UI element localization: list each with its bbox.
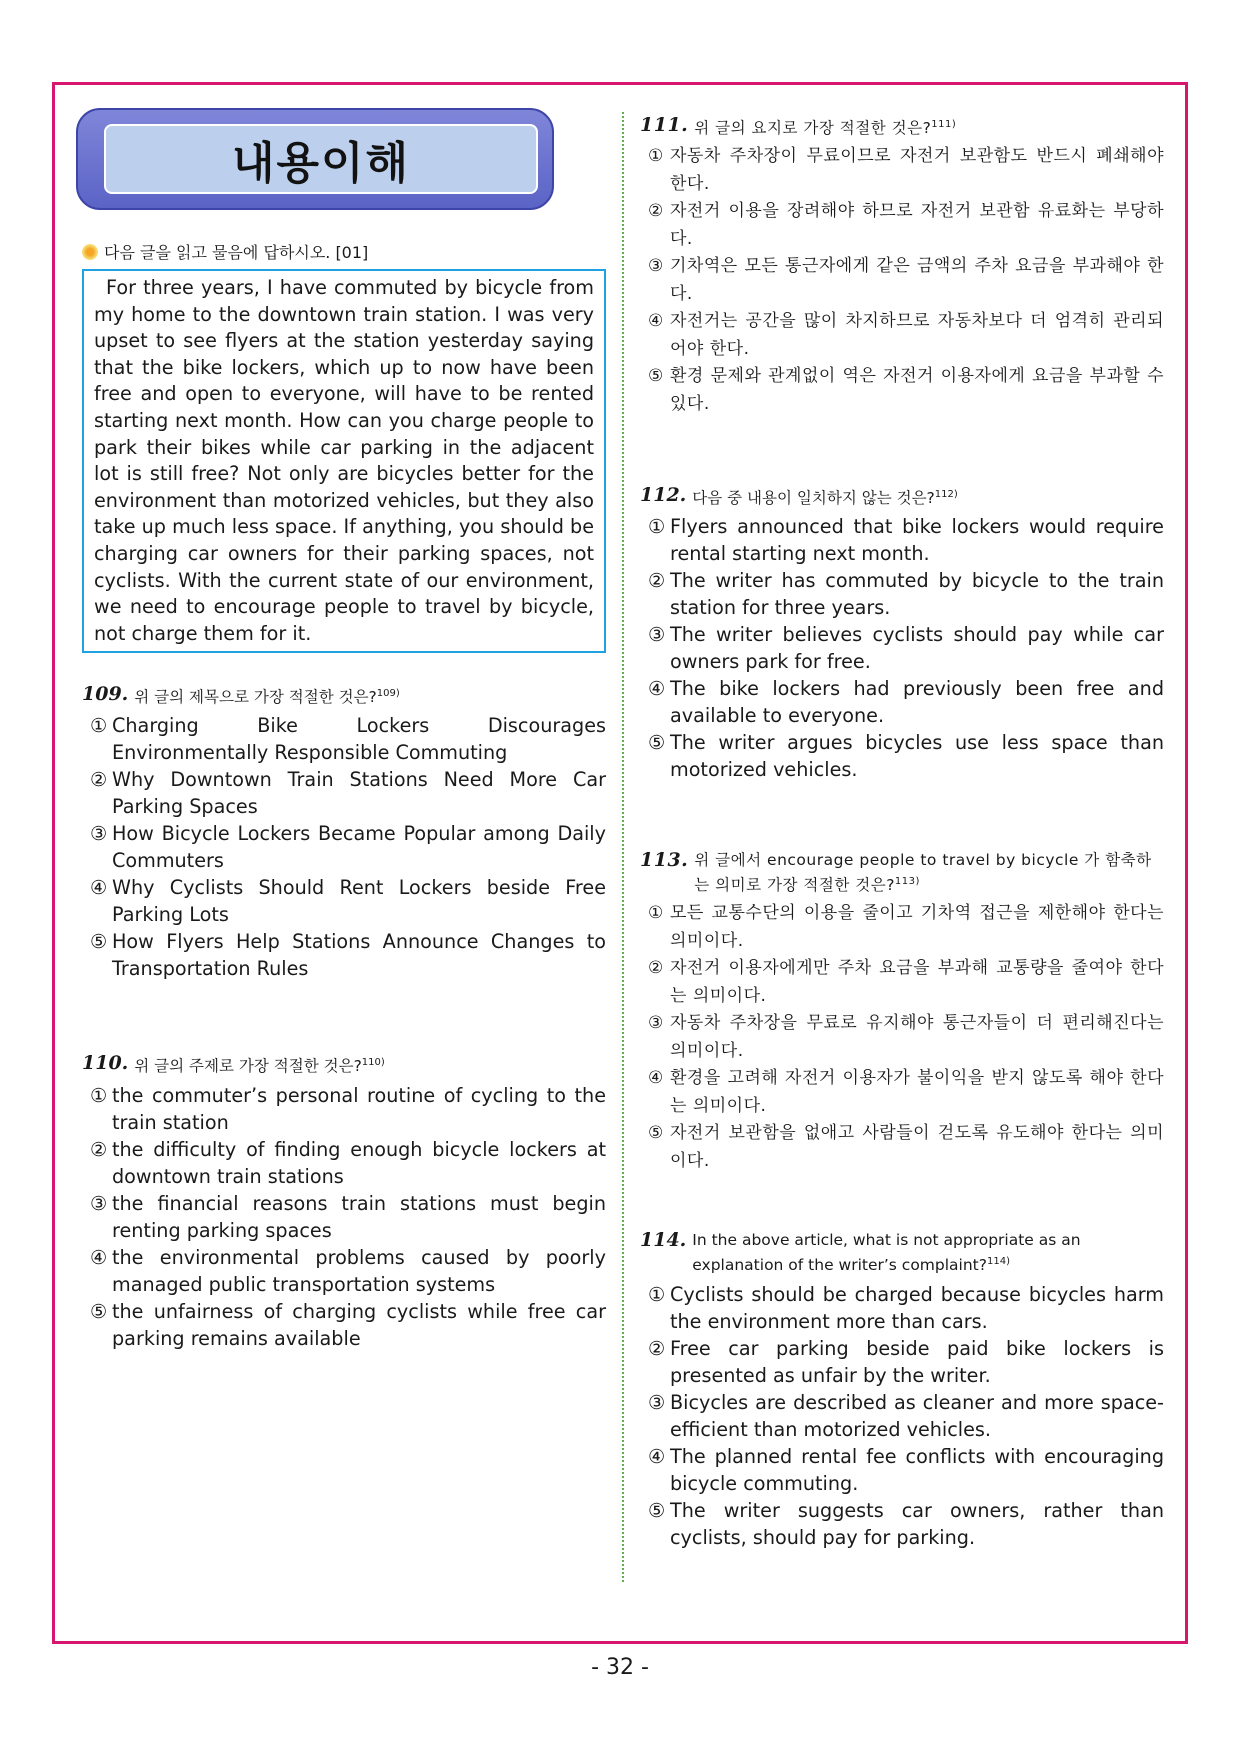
option[interactable] xyxy=(640,308,1164,363)
footnote-ref: 113) xyxy=(894,876,920,888)
option-text: 자전거 보관함을 없애고 사람들이 걷도록 유도해야 한다는 의미이다. xyxy=(670,1123,1164,1171)
question-header xyxy=(82,1052,606,1077)
instruction-text: 다음 글을 읽고 물음에 답하시오. [01] xyxy=(104,243,369,262)
option-mark: ① xyxy=(648,1282,666,1306)
option-mark: ⑤ xyxy=(648,731,666,755)
option-mark: ① xyxy=(648,515,666,539)
option-text: How Flyers Help Stations Announce Changes to Transportation Rules xyxy=(112,930,606,981)
option[interactable] xyxy=(640,1120,1164,1175)
question-header xyxy=(640,114,1164,139)
option-mark: ⑤ xyxy=(90,1299,108,1323)
page-number: - 32 - xyxy=(591,1655,649,1680)
option[interactable] xyxy=(640,363,1164,418)
question-number: 112. xyxy=(640,484,687,507)
option-text: 모든 교통수단의 이용을 줄이고 기차역 접근을 제한해야 한다는 의미이다. xyxy=(670,903,1164,951)
option-text: Cyclists should be charged because bicycles harm the environment more than cars. xyxy=(670,1282,1164,1333)
option-text: Charging Bike Lockers Discourages Environmentally Responsible Commuting xyxy=(112,714,606,765)
option-mark: ② xyxy=(648,958,664,979)
option-mark: ④ xyxy=(90,876,108,900)
option-text: the commuter’s personal routine of cycling to the train station xyxy=(112,1083,606,1134)
option-mark: ③ xyxy=(648,623,666,647)
right-column xyxy=(640,114,1164,1551)
question-114 xyxy=(640,1229,1164,1550)
option-text: The writer believes cyclists should pay while car owners park for free. xyxy=(670,623,1164,674)
option-text: Why Cyclists Should Rent Lockers beside Free Parking Lots xyxy=(112,876,606,927)
footnote-ref: 114) xyxy=(987,1256,1010,1268)
question-header xyxy=(82,683,606,708)
instruction xyxy=(82,240,606,263)
option-text: 자동차 주차장을 무료로 유지해야 통근자들이 더 편리해진다는 의미이다. xyxy=(670,1013,1164,1061)
option[interactable] xyxy=(82,1082,606,1136)
option-mark: ① xyxy=(90,1083,108,1107)
option-mark: ④ xyxy=(648,677,666,701)
question-113 xyxy=(640,849,1164,1175)
option[interactable] xyxy=(640,1065,1164,1120)
option-text: The writer has commuted by bicycle to the train station for three years. xyxy=(670,569,1164,620)
option-mark: ⑤ xyxy=(90,930,108,954)
option-mark: ③ xyxy=(90,822,108,846)
question-header xyxy=(640,484,1164,509)
option-mark: ② xyxy=(648,1336,666,1360)
option-mark: ① xyxy=(648,146,664,167)
question-prompt: 위 글의 주제로 가장 적절한 것은? xyxy=(134,1057,362,1076)
option-text: 기차역은 모든 통근자에게 같은 금액의 주차 요금을 부과해야 한다. xyxy=(670,256,1164,304)
option-text: The writer suggests car owners, rather than cyclists, should pay for parking. xyxy=(670,1498,1164,1549)
option[interactable] xyxy=(640,1497,1164,1551)
option-text: Why Downtown Train Stations Need More Car Parking Spaces xyxy=(112,768,606,819)
question-number: 110. xyxy=(82,1052,129,1075)
option-mark: ⑤ xyxy=(648,1123,664,1144)
option[interactable] xyxy=(82,712,606,766)
option-text: The bike lockers had previously been free and available to everyone. xyxy=(670,677,1164,728)
option-text: the financial reasons train stations must begin renting parking spaces xyxy=(112,1191,606,1242)
footnote-ref: 111) xyxy=(931,119,957,130)
option[interactable] xyxy=(640,143,1164,198)
option-mark: ③ xyxy=(648,1013,664,1034)
option-text: the difficulty of finding enough bicycle lockers at downtown train stations xyxy=(112,1137,606,1188)
question-number: 111. xyxy=(640,114,689,136)
option-mark: ④ xyxy=(648,311,664,332)
option-text: 환경을 고려해 자전거 이용자가 불이익을 받지 않도록 해야 한다는 의미이다. xyxy=(670,1068,1164,1116)
option[interactable] xyxy=(640,1010,1164,1065)
column-divider xyxy=(622,112,624,1582)
option-mark: ③ xyxy=(648,1390,666,1414)
option[interactable] xyxy=(640,955,1164,1010)
option-mark: ② xyxy=(648,569,666,593)
option[interactable] xyxy=(640,567,1164,621)
question-prompt: 위 글의 제목으로 가장 적절한 것은? xyxy=(134,688,377,707)
option-mark: ② xyxy=(648,201,664,222)
option[interactable] xyxy=(640,729,1164,783)
option-text: 자전거 이용을 장려해야 하므로 자전거 보관함 유료화는 부당하다. xyxy=(670,201,1164,249)
section-title: 내용이해 xyxy=(231,138,410,189)
option[interactable] xyxy=(82,1244,606,1298)
option-mark: ④ xyxy=(648,1068,664,1089)
option[interactable] xyxy=(82,874,606,928)
question-header xyxy=(640,1229,1164,1276)
option-mark: ③ xyxy=(90,1191,108,1215)
question-111 xyxy=(640,114,1164,418)
option[interactable] xyxy=(640,198,1164,253)
reading-passage: For three years, I have commuted by bicycle from my home to the downtown train station. I was very upset to see flyers at the station yesterday saying that the bike lockers, which up to now have been free and open to everyone, will have to be rented starting next month. How can you charge people to park their bikes while car parking in the adjacent lot is still free? Not only are bicycles better for the environment than motorized vehicles, but they also take up much less space. If anything, you should be charging car owners for their parking spaces, not cyclists. With the current state of our environment, we need to encourage people to travel by bicycle, not charge them for it. xyxy=(82,269,606,653)
question-number: 109. xyxy=(82,683,129,706)
option-mark: ① xyxy=(90,714,108,738)
option[interactable] xyxy=(640,1281,1164,1335)
left-column xyxy=(82,108,606,1352)
question-prompt: 위 글에서 encourage people to travel by bicycle 가 함축하는 의미로 가장 적절한 것은? xyxy=(694,851,1152,895)
question-prompt: 위 글의 요지로 가장 적절한 것은? xyxy=(694,119,932,138)
option-text: Free car parking beside paid bike lockers is presented as unfair by the writer. xyxy=(670,1336,1164,1387)
option-mark: ① xyxy=(648,903,664,924)
option-mark: ③ xyxy=(648,256,664,277)
footnote-ref: 110) xyxy=(361,1057,385,1069)
footnote-ref: 112) xyxy=(934,489,958,501)
question-112 xyxy=(640,484,1164,783)
option-mark: ② xyxy=(90,1137,108,1161)
option[interactable] xyxy=(640,253,1164,308)
option[interactable] xyxy=(640,1443,1164,1497)
option[interactable] xyxy=(82,820,606,874)
section-title-inner xyxy=(104,124,538,194)
option-mark: ⑤ xyxy=(648,366,664,387)
option-mark: ⑤ xyxy=(648,1498,666,1522)
option-mark: ④ xyxy=(648,1444,666,1468)
question-number: 113. xyxy=(640,849,689,872)
option-text: Bicycles are described as cleaner and more space-efficient than motorized vehicles. xyxy=(670,1390,1164,1441)
question-prompt: 다음 중 내용이 일치하지 않는 것은? xyxy=(692,489,935,508)
option-mark: ④ xyxy=(90,1245,108,1269)
section-title-banner xyxy=(76,108,554,210)
option[interactable] xyxy=(640,1335,1164,1389)
option-text: the environmental problems caused by poorly managed public transportation systems xyxy=(112,1245,606,1296)
option[interactable] xyxy=(82,1190,606,1244)
option-text: 자전거 이용자에게만 주차 요금을 부과해 교통량을 줄여야 한다는 의미이다. xyxy=(670,958,1164,1006)
option-text: the unfairness of charging cyclists while free car parking remains available xyxy=(112,1299,606,1350)
option-text: 자전거는 공간을 많이 차지하므로 자동차보다 더 엄격히 관리되어야 한다. xyxy=(670,311,1164,359)
option-text: Flyers announced that bike lockers would require rental starting next month. xyxy=(670,515,1164,566)
option[interactable] xyxy=(82,766,606,820)
option[interactable] xyxy=(82,1298,606,1352)
question-number: 114. xyxy=(640,1229,687,1252)
option[interactable] xyxy=(82,1136,606,1190)
question-header xyxy=(640,849,1164,896)
option[interactable] xyxy=(640,621,1164,675)
question-prompt: In the above article, what is not appropriate as an explanation of the writer’s complaint? xyxy=(692,1231,1081,1275)
option-text: 자동차 주차장이 무료이므로 자전거 보관함도 반드시 폐쇄해야 한다. xyxy=(670,146,1164,194)
option[interactable] xyxy=(640,675,1164,729)
option-mark: ② xyxy=(90,768,108,792)
question-109 xyxy=(82,683,606,982)
option[interactable] xyxy=(640,513,1164,567)
flower-icon xyxy=(82,244,98,260)
option[interactable] xyxy=(640,900,1164,955)
footnote-ref: 109) xyxy=(376,688,400,700)
question-110 xyxy=(82,1052,606,1351)
option[interactable] xyxy=(640,1389,1164,1443)
option-text: The writer argues bicycles use less space than motorized vehicles. xyxy=(670,731,1164,782)
option-text: 환경 문제와 관계없이 역은 자전거 이용자에게 요금을 부과할 수 있다. xyxy=(670,366,1164,414)
option[interactable] xyxy=(82,928,606,982)
option-text: The planned rental fee conflicts with encouraging bicycle commuting. xyxy=(670,1444,1164,1495)
option-text: How Bicycle Lockers Became Popular among Daily Commuters xyxy=(112,822,606,873)
